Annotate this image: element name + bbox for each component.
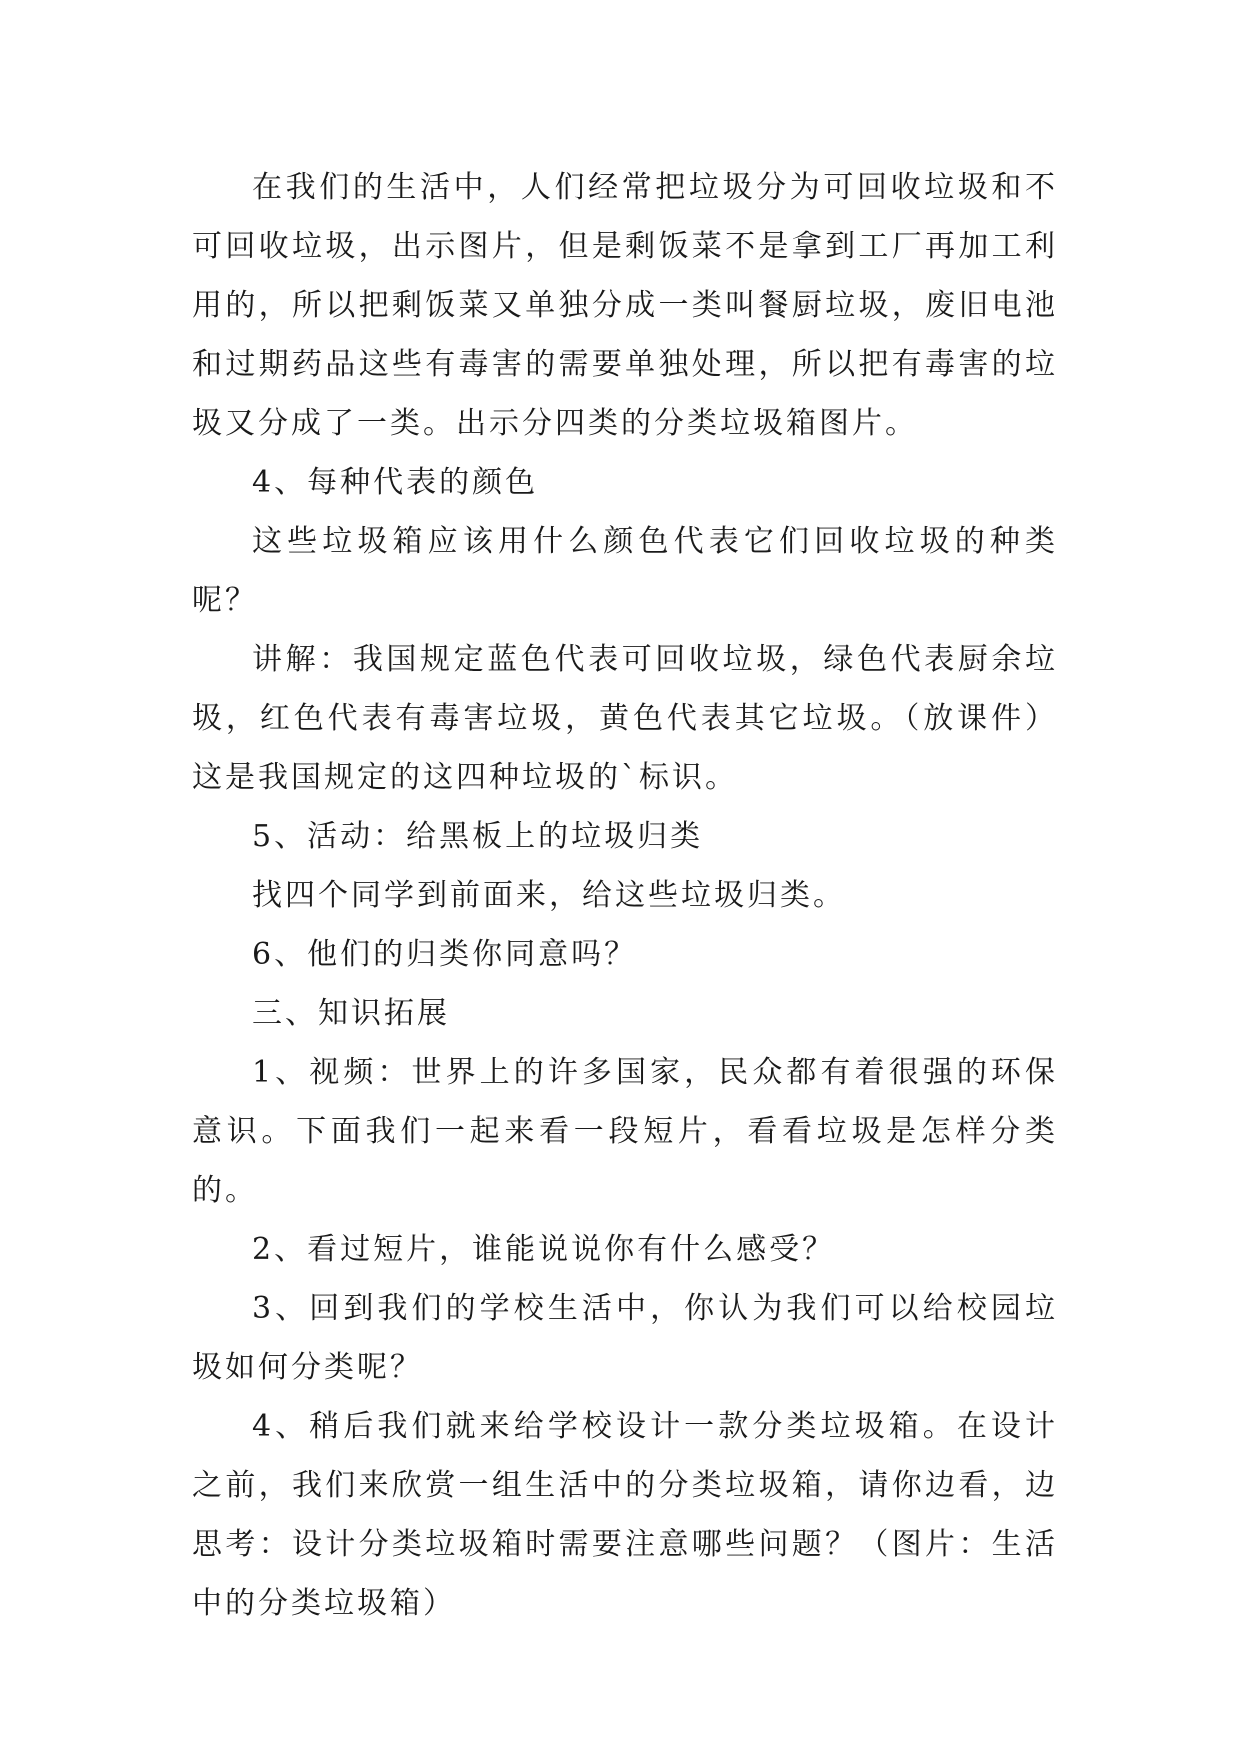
document-body (192, 158, 1058, 1633)
paragraph: 4、每种代表的颜色 (252, 465, 539, 500)
paragraph: 6、他们的归类你同意吗？ (252, 937, 638, 972)
paragraph: 3、回到我们的学校生活中，你认为我们可以给校园垃圾如何分类呢？ (192, 1291, 1058, 1385)
paragraph: 1、视频：世界上的许多国家，民众都有着很强的环保意识。下面我们一起来看一段短片，看看垃圾是怎样分类的。 (192, 1055, 1058, 1208)
paragraph: 5、活动：给黑板上的垃圾归类 (252, 819, 704, 854)
paragraph: 三、知识拓展 (252, 996, 450, 1031)
paragraph: 找四个同学到前面来，给这些垃圾归类。 (252, 878, 846, 913)
paragraph: 4、稍后我们就来给学校设计一款分类垃圾箱。在设计之前，我们来欣赏一组生活中的分类垃圾箱，请你边看，边思考：设计分类垃圾箱时需要注意哪些问题？（图片：生活中的分类垃圾箱） (192, 1409, 1058, 1621)
paragraph: 讲解：我国规定蓝色代表可回收垃圾，绿色代表厨余垃圾，红色代表有毒害垃圾，黄色代表其它垃圾。（放课件）这是我国规定的这四种垃圾的`标识。 (192, 642, 1058, 795)
paragraph: 2、看过短片，谁能说说你有什么感受？ (252, 1232, 836, 1267)
paragraph: 这些垃圾箱应该用什么颜色代表它们回收垃圾的种类呢？ (192, 524, 1058, 618)
paragraph: 在我们的生活中，人们经常把垃圾分为可回收垃圾和不可回收垃圾，出示图片，但是剩饭菜不是拿到工厂再加工利用的，所以把剩饭菜又单独分成一类叫餐厨垃圾，废旧电池和过期药品这些有毒害的需要单独处理，所以把有毒害的垃圾又分成了一类。出示分四类的分类垃圾箱图片。 (192, 170, 1058, 441)
